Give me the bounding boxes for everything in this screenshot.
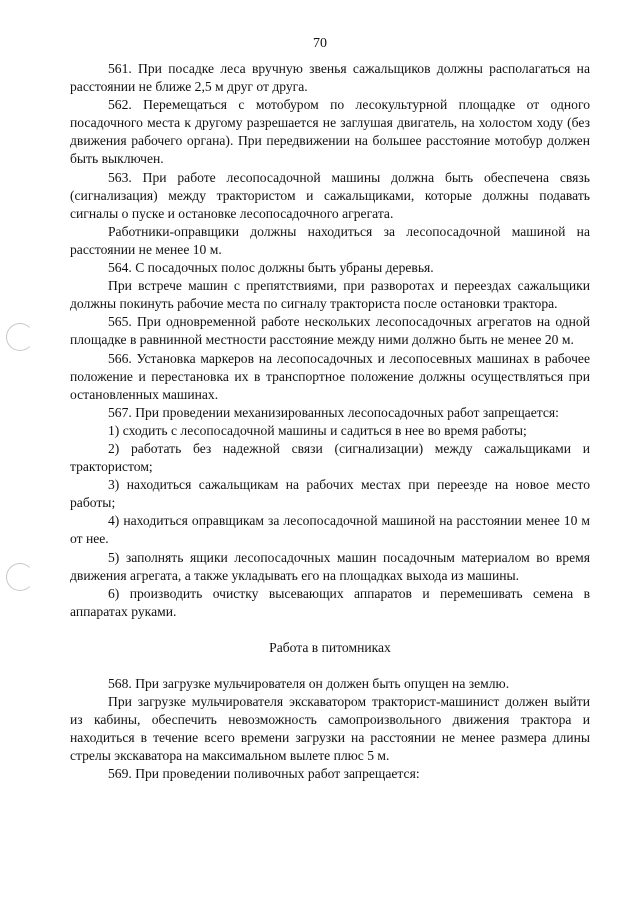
paragraph-563-pruners: Работники-оправщики должны находиться за лесопосадочной машиной на расстоянии не менее 10 м. (70, 223, 590, 257)
paragraph-565: 565. При одновременной работе нескольких лесопосадочных агрегатов на одной площадке в равнинной местности расстояние между ними должно быть не менее 20 м. (70, 314, 590, 348)
paragraph-562: 562. Перемещаться с мотобуром по лесокультурной площадке от одного посадочного места к другому разрешается не заглушая двигатель, на холостом ходу (без движения рабочего органа). При передвижении на большее расстояние мотобур должен быть выключен. (70, 97, 590, 167)
list-item-567-1: 1) сходить с лесопосадочной машины и садиться в нее во время работы; (108, 422, 527, 438)
list-item-567-5: 5) заполнять ящики лесопосадочных машин посадочным материалом во время движения агрегата, а также укладывать его на площадках выхода из машины. (70, 549, 590, 583)
paragraph-566: 566. Установка маркеров на лесопосадочных и лесопосевных машинах в рабочее положение и перестановка их в транспортное положение должны осуществляться при остановленных машинах. (70, 350, 590, 402)
paragraph-567: 567. При проведении механизированных лесопосадочных работ запрещается: (108, 404, 559, 420)
list-item-567-3: 3) находиться сажальщикам на рабочих местах при переезде на новое место работы; (70, 477, 590, 511)
paragraph-561: 561. При посадке леса вручную звенья сажальщиков должны располагаться на расстоянии не ближе 2,5 м друг от друга. (70, 61, 590, 95)
page-number: 70 (313, 36, 327, 51)
punch-hole-mark (6, 323, 34, 351)
paragraph-568-excavator: При загрузке мульчирователя экскаватором тракторист-машинист должен выйти из кабины, обеспечить невозможность самопроизвольного движения трактора и находиться в течение всего времени загрузки на расстоянии не менее размера длины стрелы экскаватора на максимальном вылете плюс 5 м. (70, 694, 590, 764)
punch-hole-mark (6, 563, 34, 591)
document-body (70, 60, 590, 784)
list-item-567-6: 6) производить очистку высевающих аппаратов и перемешивать семена в аппаратах руками. (70, 585, 590, 619)
section-heading: Работа в питомниках (269, 639, 391, 655)
paragraph-568: 568. При загрузке мульчирователя он должен быть опущен на землю. (108, 676, 510, 691)
list-item-567-4: 4) находиться оправщикам за лесопосадочной машиной на расстоянии менее 10 м от нее. (70, 513, 590, 547)
paragraph-563: 563. При работе лесопосадочной машины должна быть обеспечена связь (сигнализация) между трактористом и сажальщиками, которые должны подавать сигналы о пуске и остановке лесопосадочного агрегата. (70, 169, 590, 221)
paragraph-564: 564. С посадочных полос должны быть убраны деревья. (108, 260, 434, 276)
list-item-567-2: 2) работать без надежной связи (сигнализации) между сажальщиками и трактористом; (70, 440, 590, 475)
paragraph-564-obstacles: При встрече машин с препятствиями, при разворотах и переездах сажальщики должны покинуть рабочие места по сигналу тракториста после остановки трактора. (70, 278, 590, 312)
paragraph-569: 569. При проведении поливочных работ запрещается: (108, 766, 420, 782)
